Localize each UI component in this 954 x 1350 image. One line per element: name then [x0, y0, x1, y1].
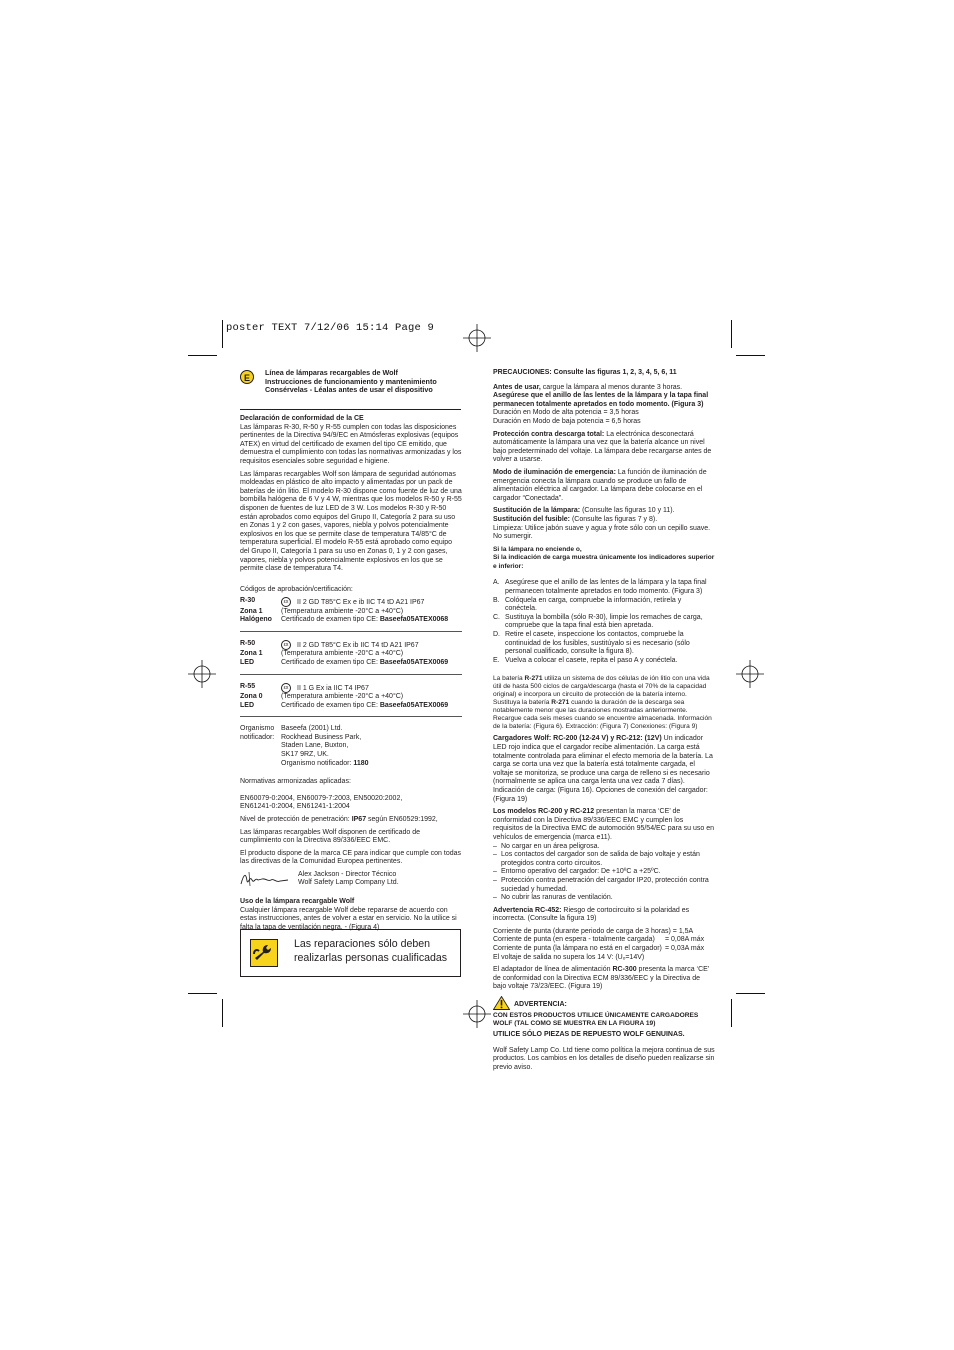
list-marker: E. [493, 656, 500, 664]
registration-mark-icon [188, 660, 216, 688]
warning-text: UTILICE SÓLO PIEZAS DE REPUESTO WOLF GENUINAS. [493, 1031, 685, 1039]
norm-line: EN60079-0:2004, EN60079-7:2003, EN50020:2002, [240, 794, 403, 802]
list-item [493, 868, 715, 877]
cert-label: Certificado de examen tipo CE: [281, 658, 380, 666]
model-ref: RC-300 [612, 966, 637, 974]
charger-notes-list [493, 843, 715, 903]
org-num-label: Organismo notificador: [281, 759, 354, 767]
current-value: = 0,03A máx [665, 945, 705, 953]
paragraph [493, 469, 715, 503]
paragraph: Las lámparas recargables Wolf disponen de certificado de cumplimiento con la Directiva 89/336/EEC EMC. [240, 828, 421, 845]
body-text: (Consulte las figuras 7 y 8). [570, 515, 658, 523]
paragraph: El producto dispone de la marca CE para indicar que cumple con todas las directivas de la Comunidad Europea pertinentes. [240, 849, 462, 866]
crop-mark [188, 355, 217, 356]
list-item [493, 894, 715, 903]
list-text: No cargar en un área peligrosa. [501, 842, 600, 850]
signer-company: Wolf Safety Lamp Company Ltd. [298, 879, 399, 887]
list-text: Los contactos del cargador son de salida de bajo voltaje y están protegidos contra corto circuitos. [501, 851, 700, 867]
repair-notice-text [294, 938, 447, 965]
ex-symbol-icon: εx [281, 640, 291, 650]
signature-icon [240, 871, 290, 887]
body-text: cargue la lámpara al menos durante 3 horas. [540, 383, 683, 391]
list-item [493, 597, 715, 614]
language-badge: E [240, 370, 254, 384]
lead-text: Advertencia RC-452: [493, 906, 562, 914]
lead-text: Antes de usar, [493, 383, 541, 391]
divider [240, 631, 462, 632]
notified-body [240, 725, 462, 768]
paragraph: Limpieza: Utilice jabón suave y agua y frote sólo con un cepillo suave. No sumergir. [493, 524, 711, 541]
org-line: SK17 9RZ, UK. [281, 750, 329, 758]
model-block [240, 683, 462, 711]
paragraph [493, 516, 715, 525]
list-text: Asegúrese que el anillo de las lentes de la lámpara y la tapa final permanecen totalmente apretados en todo momento. (Figura 3) [505, 579, 707, 596]
source-label: Halógeno [240, 616, 272, 624]
zone-label: Zona 0 [240, 692, 263, 700]
left-column [240, 415, 462, 936]
ex-symbol-icon: εx [281, 597, 291, 607]
zone-label: Zona 1 [240, 607, 263, 615]
model-code: R-55 [240, 682, 256, 690]
list-marker: – [493, 842, 497, 850]
header-divider [240, 409, 461, 410]
zone-label: Zona 1 [240, 650, 263, 658]
temperature: (Temperatura ambiente -20°C a +40°C) [281, 692, 404, 700]
warning-text: CON ESTOS PRODUCTOS UTILICE ÚNICAMENTE CARGADORES WOLF (TAL COMO SE MUESTRA EN LA FIGURA 19) [493, 1012, 699, 1028]
header-line: Línea de lámparas recargables de Wolf [265, 368, 398, 377]
ip-label: Nivel de protección de penetración: [240, 815, 352, 823]
list-text: Protección contra penetración del cargador IP20, protección contra suciedad y humedad. [501, 876, 709, 893]
lead-text: Cargadores Wolf: RC-200 (12-24 V) y RC-212: (12V) [493, 735, 662, 743]
subtitle: Si la indicación de carga muestra únicamente los indicadores superior e inferior: [493, 554, 715, 570]
registration-mark-icon [736, 660, 764, 688]
cert-label: Certificado de examen tipo CE: [281, 701, 380, 709]
paragraph: Las lámparas R-30, R-50 y R-55 cumplen con todas las disposiciones pertinentes de la Directiva 94/9/EC en Atmósferas explosivas (equipos ATEX) en virtud del certificado de examen del tipo CE emitido, que demuestra el cumplimiento con todas las normativas armonizadas y los requisitos esenciales sobre seguridad e higiene. [240, 423, 462, 465]
list-text: No cubrir las ranuras de ventilación. [501, 894, 613, 902]
ex-symbol-icon: εx [281, 683, 291, 693]
current-spec [493, 945, 715, 954]
model-block [240, 640, 462, 668]
paragraph [493, 507, 715, 516]
crop-mark [222, 999, 223, 1027]
tool-icon-frame [250, 939, 278, 967]
paragraph [493, 966, 715, 992]
list-text: Sustituya la bombilla (sólo R-30), limpie los remaches de carga, compruebe que la tapa final está bien apretada. [505, 613, 703, 630]
lead-text: Modo de iluminación de emergencia: [493, 468, 616, 476]
ip-value: IP67 [351, 815, 367, 823]
list-text: Entorno operativo del cargador: De +10ºC a +25ºC. [501, 868, 661, 876]
header-line: Instrucciones de funcionamiento y mantenimiento [265, 376, 437, 386]
duration-line: Duración en Modo de baja potencia = 6,5 horas [493, 417, 641, 425]
header-line: Consérvelas - Léalas antes de usar el dispositivo [265, 385, 433, 395]
signer-name: Alex Jackson - Director Técnico [298, 870, 397, 878]
codes-title: Códigos de aprobación/certificación: [240, 585, 353, 593]
marking: II 2 GD T85°C Ex ib IIC T4 tD A21 IP67 [297, 641, 419, 649]
crop-mark [736, 355, 765, 356]
troubleshooting-list [493, 579, 715, 665]
signature-block [240, 871, 462, 888]
notice-line: Las reparaciones sólo deben [294, 938, 431, 950]
model-ref: R-271 [551, 699, 570, 707]
body-text: La batería [493, 675, 525, 683]
slug-line: poster TEXT 7/12/06 15:14 Page 9 [226, 322, 435, 334]
norm-title: Normativas armonizadas aplicadas: [240, 778, 351, 786]
model-code: R-30 [240, 597, 256, 605]
section-title: PRECAUCIONES: Consulte las figuras 1, 2, 3, 4, 5, 6, 11 [493, 369, 677, 376]
ip-standard: según EN60529:1992, [366, 815, 438, 823]
list-marker: – [493, 851, 497, 859]
org-num: 1180 [353, 759, 369, 767]
paragraph [493, 735, 715, 804]
registration-mark-icon [463, 324, 491, 352]
subtitle: Si la lámpara no enciende o, [493, 545, 582, 553]
section-title: Declaración de conformidad de la CE [240, 415, 364, 422]
body-text: La electrónica desconectará automáticamente la lámpara una vez que la batería alcance un nivel bajo predeterminado del voltaje. La lámpara debe recargarse antes de volver a usarse. [493, 430, 712, 464]
registration-mark-icon [463, 1000, 491, 1028]
list-item [493, 843, 715, 852]
body-text: (Consulte las figuras 10 y 11). [580, 507, 675, 515]
paragraph [493, 675, 715, 731]
warning-header [493, 996, 715, 1010]
list-marker: – [493, 868, 497, 876]
list-marker: – [493, 876, 497, 884]
paragraph [493, 808, 715, 842]
notice-line: realizarlas personas cualificadas [294, 951, 448, 964]
paragraph [493, 384, 715, 393]
footer-note: Wolf Safety Lamp Co. Ltd tiene como política la mejora continua de sus productos. Los cambios en los detalles de diseño pueden realizarse sin previo aviso. [493, 1046, 715, 1071]
paragraph [493, 907, 715, 924]
paragraph [493, 431, 715, 465]
body-text: utiliza un sistema de dos células de ión litio con una vida útil de hasta 500 ciclos de carga/descarga (hasta el 70% de la capacidad original) e incorpora un circuito de protección de la batería interno. Sustituya la batería [493, 675, 710, 707]
document-header [265, 369, 465, 395]
divider [240, 716, 462, 717]
body-text: La función de iluminación de emergencia conecta la lámpara cuando se produce un fallo de alimentación eléctrica al cargador. La lámpara debe colocarse en el cargador “Conectada”. [493, 468, 707, 502]
list-item [493, 877, 715, 894]
duration-line: Duración en Modo de alta potencia = 3,5 horas [493, 409, 639, 417]
list-marker: B. [493, 596, 500, 604]
lead-text: Los modelos RC-200 y RC-212 [493, 808, 595, 816]
model-ref: R-271 [524, 675, 543, 683]
model-code: R-50 [240, 639, 256, 647]
lead-text: Sustitución del fusible: [493, 515, 571, 523]
crop-mark [736, 993, 765, 994]
crop-mark [188, 993, 217, 994]
list-item [493, 614, 715, 631]
crop-mark [731, 320, 732, 348]
list-marker: C. [493, 613, 500, 621]
org-label: Organismo [240, 725, 275, 733]
org-line: Rockhead Business Park, [281, 733, 362, 741]
source-label: LED [240, 658, 254, 666]
body-text: Un indicador LED rojo indica que el cargador recibe alimentación. La carga está totalmente controlada para eliminar el efecto memoria de la batería. La carga se corta una vez que la batería está totalmente cargada, el voltaje se monitoriza, se produce una carga de relleno si es necesario (normalmente se aplica una carga lenta una vez cada 7 días). Indicación de carga: (Figura 16). Opciones de conexión del cargador: (Figura 19) [493, 735, 713, 803]
list-text: Colóquela en carga, compruebe la información, retírela y conéctela. [505, 596, 682, 613]
list-marker: A. [493, 579, 500, 587]
paragraph: Cualquier lámpara recargable Wolf debe repararse de acuerdo con estas instrucciones, antes de volver a estar en servicio. No la utilice si falta la tapa de ventilación negra. - (Figura 4) [240, 906, 457, 931]
marking: II 2 GD T85°C Ex e ib IIC T4 tD A21 IP67 [297, 599, 425, 607]
list-item [493, 657, 715, 666]
cert-number: Baseefa05ATEX0069 [379, 701, 449, 709]
list-item [493, 851, 715, 868]
current-spec: Corriente de punta (durante periodo de carga de 3 horas) = 1,5A [493, 927, 694, 935]
current-spec [493, 936, 715, 945]
source-label: LED [240, 701, 254, 709]
current-label: Corriente de punta (la lámpara no está en el cargador) [493, 945, 662, 953]
right-column [493, 369, 715, 1076]
lead-text: Sustitución de la lámpara: [493, 507, 581, 515]
paragraph: Las lámparas recargables Wolf son lámpara de seguridad autónomas moldeadas en plástico de alto impacto y alimentadas por un pack de baterías de ión litio. El modelo R-30 dispone como fuente de luz de una bombilla halógena de 6 V y 4 W, mientras que los modelos R-50 y R-55 disponen de fuentes de luz LED de 3 W. Los modelos R-30 y R-50 están aprobados como equipos del Grupo II, Categoría 2 para su uso en Zonas 1 y 2 con gases, vapores, niebla y polvos potencialmente explosivos en los que se permite clase de temperatura T4/85°C de temperatura superficial. El modelo R-55 está aprobado como equipo del Grupo II, Categoría 1 para su uso en Zonas 0, 1 y 2 con gases, vapores, niebla y polvos potencialmente explosivos en los que se permite clase de temperatura T4. [240, 470, 462, 573]
model-block [240, 597, 462, 625]
body-text: El adaptador de línea de alimentación [493, 966, 613, 974]
crop-mark [222, 320, 223, 348]
list-marker: D. [493, 631, 500, 639]
wrench-icon [251, 940, 277, 966]
list-marker: – [493, 894, 497, 902]
body-text: presentan la marca ‘CE’ de conformidad con la Directiva 89/336/EEC EMC y cumplen los requisitos de la Directiva EMC de automoción 95/54/EC para su uso en vehículos de emergencia (marca e11). [493, 808, 715, 841]
body-text: cuando la duración de la descarga sea notablemente menor que las duraciones mostradas anteriormente. Recargue cada seis meses cuando se encuentre almacenada. Información de la batería: (Figura 6). Extracción: (Figura 7) Conexiones: (Figura 9) [493, 699, 712, 731]
current-value: = 0,08A máx [665, 936, 705, 944]
crop-mark [731, 999, 732, 1027]
list-item [493, 579, 715, 596]
org-line: Baseefa (2001) Ltd. [281, 725, 343, 733]
body-text: Riesgo de cortocircuito si la polaridad es incorrecta. (Consulte la figura 19) [493, 906, 690, 923]
norm-line: EN61241-0:2004, EN61241-1:2004 [240, 803, 350, 811]
warning-triangle-icon [493, 996, 510, 1010]
temperature: (Temperatura ambiente -20°C a +40°C) [281, 607, 404, 615]
repair-notice-box [240, 929, 461, 977]
list-text: Retire el casete, inspeccione los contactos, compruebe la continuidad de los fusibles, sustitúyalo si es necesario (sólo personal cualificado, consulte la figura 8). [505, 631, 690, 656]
cert-label: Certificado de examen tipo CE: [281, 616, 380, 624]
cert-number: Baseefa05ATEX0068 [379, 616, 449, 624]
ip-line [240, 816, 462, 825]
marking: II 1 G Ex ia IIC T4 IP67 [297, 684, 369, 692]
cert-number: Baseefa05ATEX0069 [379, 658, 449, 666]
section-title: Uso de la lámpara recargable Wolf [240, 898, 355, 906]
list-item [493, 631, 715, 657]
org-label: notificador: [240, 733, 275, 741]
divider [240, 674, 462, 675]
temperature: (Temperatura ambiente -20°C a +40°C) [281, 650, 404, 658]
org-line: Staden Lane, Buxton, [281, 742, 349, 750]
warning-text: Asegúrese que el anillo de las lentes de la lámpara y la tapa final permanecen totalmente apretados en todo momento. (Figura 3) [493, 392, 709, 408]
body-text: presenta la marca ‘CE’ de conformidad con la Directiva ECM 89/336/EEC y la Directiva de bajo voltaje 73/23/EEC. (Figura 19) [493, 966, 710, 991]
list-text: Vuelva a colocar el casete, repita el paso A y conéctela. [505, 656, 678, 664]
lead-text: Protección contra descarga total: [493, 430, 605, 438]
current-spec: El voltaje de salida no supera los 14 V: (Uₒ=14V) [493, 953, 645, 961]
warning-title: ADVERTENCIA: [514, 1001, 567, 1009]
current-label: Corriente de punta (en espera - totalmente cargada) [493, 936, 655, 944]
